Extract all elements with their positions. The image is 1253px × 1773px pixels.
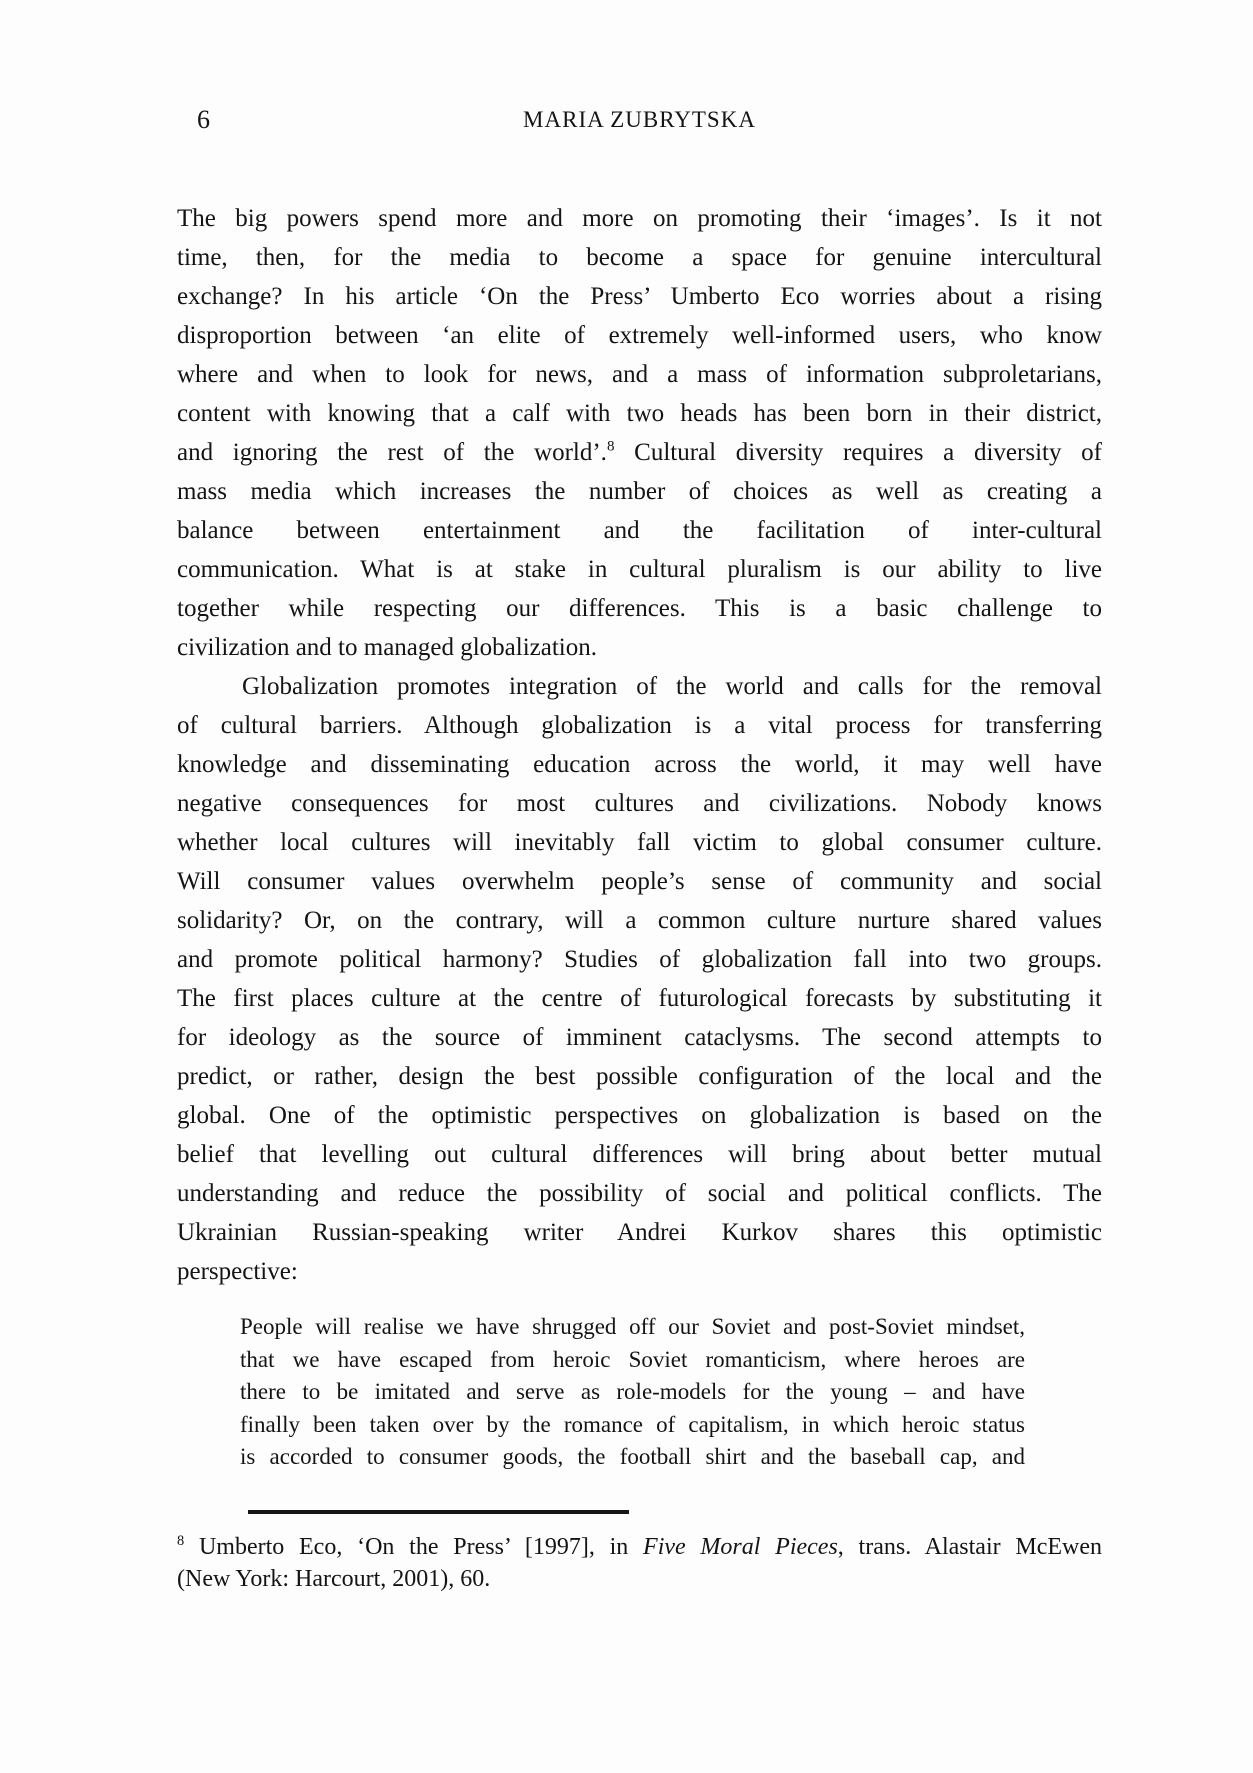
body-paragraph-line: content with knowing that a calf with two heads has been born in their district, — [177, 400, 1102, 427]
body-paragraph-line: and promote political harmony? Studies of globalization fall into two groups. — [177, 946, 1102, 973]
body-paragraph-line: mass media which increases the number of choices as well as creating a — [177, 478, 1102, 505]
footnote-reference: 8 — [177, 1532, 185, 1549]
body-paragraph-line: perspective: — [177, 1258, 298, 1285]
footnote — [177, 1531, 1102, 1595]
page-number: 6 — [197, 105, 210, 134]
block-quote-line: finally been taken over by the romance of capitalism, in which heroic status — [240, 1411, 1025, 1437]
body-text — [177, 199, 1102, 1595]
block-quote-line: that we have escaped from heroic Soviet romanticism, where heroes are — [240, 1346, 1025, 1372]
page-header — [177, 104, 1102, 136]
body-paragraph-line: and ignoring the rest of the world’.$^8$ Cultural diversity requires a diversity of — [177, 438, 1102, 466]
body-paragraph-line: civilization and to managed globalization. — [177, 634, 598, 661]
block-quote-line: People will realise we have shrugged off our Soviet and post-Soviet mindset, — [240, 1314, 1025, 1339]
body-paragraph-line: communication. What is at stake in cultural pluralism is our ability to live — [177, 556, 1102, 583]
body-paragraph-line: knowledge and disseminating education across the world, it may well have — [177, 751, 1102, 778]
body-paragraph-line: for ideology as the source of imminent cataclysms. The second attempts to — [177, 1024, 1102, 1051]
block-quote-line: is accorded to consumer goods, the football shirt and the baseball cap, and — [240, 1444, 1025, 1469]
body-paragraph-line: Globalization promotes integration of the world and calls for the removal — [242, 673, 1102, 700]
paragraphs — [177, 199, 1102, 1291]
body-paragraph-line: belief that levelling out cultural differences will bring about better mutual — [177, 1141, 1102, 1168]
block-quote-line: there to be imitated and serve as role-models for the young – and have — [240, 1379, 1025, 1404]
footnote-line: (New York: Harcourt, 2001), 60. — [177, 1565, 491, 1592]
body-paragraph-line: Ukrainian Russian-speaking writer Andrei Kurkov shares this optimistic — [177, 1219, 1102, 1246]
body-paragraph-line: balance between entertainment and the facilitation of inter-cultural — [177, 517, 1102, 544]
body-paragraph-line: The big powers spend more and more on promoting their ‘images’. Is it not — [177, 205, 1102, 232]
body-paragraph-line: solidarity? Or, on the contrary, will a common culture nurture shared values — [177, 907, 1102, 934]
body-paragraph-line: Will consumer values overwhelm people’s sense of community and social — [177, 868, 1102, 895]
body-paragraph-line: whether local cultures will inevitably fall victim to global consumer culture. — [177, 829, 1102, 856]
body-paragraph-line: time, then, for the media to become a space for genuine intercultural — [177, 244, 1102, 271]
body-paragraph-line: understanding and reduce the possibility of social and political conflicts. The — [177, 1180, 1102, 1207]
body-paragraph-line: negative consequences for most cultures and civilizations. Nobody knows — [177, 790, 1102, 817]
body-paragraph-line: disproportion between ‘an elite of extremely well-informed users, who know — [177, 322, 1102, 349]
body-paragraph-line: together while respecting our differences. This is a basic challenge to — [177, 595, 1102, 622]
footnote-separator — [248, 1510, 629, 1514]
body-paragraph-line: The first places culture at the centre of futurological forecasts by substituting it — [177, 985, 1102, 1012]
body-paragraph-line: global. One of the optimistic perspectives on globalization is based on the — [177, 1102, 1102, 1129]
running-title: MARIA ZUBRYTSKA — [523, 107, 756, 132]
body-paragraph-line: predict, or rather, design the best possible configuration of the local and the — [177, 1063, 1102, 1090]
footnote-reference: 8 — [606, 438, 615, 455]
body-paragraph-line: of cultural barriers. Although globalization is a vital process for transferring — [177, 712, 1102, 739]
block-quote — [240, 1311, 1025, 1474]
body-paragraph-line: where and when to look for news, and a mass of information subproletarians, — [177, 361, 1102, 388]
footnote-line: $^8$ Umberto Eco, ‘On the Press’ [1997], in Five Moral Pieces, trans. Alastair McEwen — [177, 1532, 1102, 1560]
body-paragraph-line: exchange? In his article ‘On the Press’ Umberto Eco worries about a rising — [177, 283, 1102, 310]
